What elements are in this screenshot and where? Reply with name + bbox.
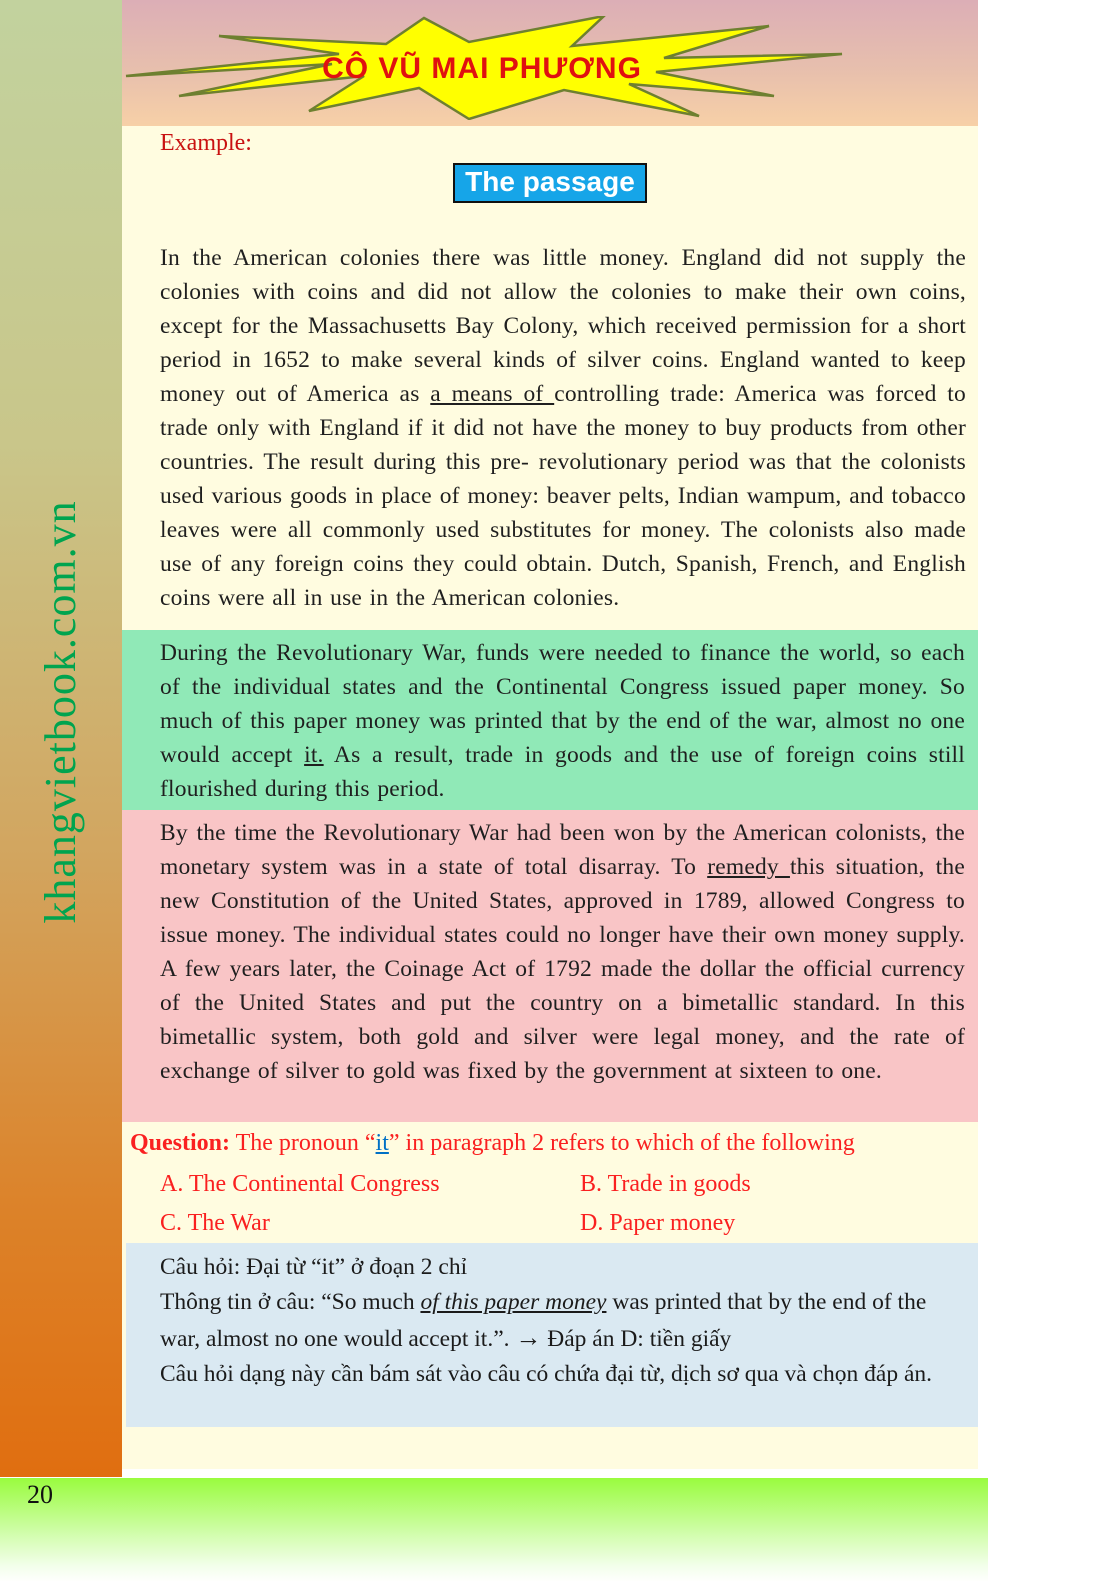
passage-paragraph-2	[122, 630, 978, 806]
question-pronoun-it: it	[375, 1130, 389, 1156]
passage-title-row	[122, 163, 978, 203]
paragraph-2-text: During the Revolutionary War, funds were needed to finance the world, so each of the individual states and the Continental Congress issued paper money. So much of this paper money was printed that by the end of the war, almost no one would accept	[160, 640, 965, 768]
paragraph-3-text-continued: this situation, the new Constitution of the United States, approved in 1789, allowed Congress to issue money. The individual states could no longer have their own money supply. A few years later, the Coinage Act of 1792 made the dollar the official currency of the United States and put the country on a bimetallic standard. In this bimetallic system, both gold and silver were legal money, and the rate of exchange of silver to gold was fixed by the government at sixteen to one.	[160, 854, 965, 1084]
question-line	[130, 1126, 974, 1160]
paragraph-1-text-continued: controlling trade: America was forced to trade only with England if it did not have the money to buy products from other countries. The result during this pre- revolutionary period was that the colonists used various goods in place of money: beaver pelts, Indian wampum, and tobacco leaves were all commonly used substitutes for money. The colonists also made use of any foreign coins they could obtain. Dutch, Spanish, French, and English coins were all in use in the American colonies.	[160, 380, 966, 611]
underlined-word-it: it.	[304, 742, 324, 768]
explanation-info-text-continued: was printed that by the end of the war, almost no one would accept it.”.	[160, 1289, 927, 1352]
explanation-italic-quote: of this paper money	[420, 1289, 607, 1315]
option-row-2	[160, 1204, 966, 1243]
passage-title: The passage	[453, 163, 647, 203]
paragraph-1-text: In the American colonies there was little money. England did not supply the colonies with coins and did not allow the colonies to make their own coins, except for the Massachusetts Bay Colony, which received permission for a short period in 1652 to make several kinds of silver coins. England wanted to keep money out of America as	[160, 244, 966, 407]
explanation-line-1: Câu hỏi: Đại từ “it” ở đoạn 2 chỉ	[160, 1254, 468, 1280]
page-header	[122, 0, 978, 126]
page-number: 20	[27, 1480, 53, 1509]
left-gradient-strip	[0, 0, 122, 1477]
question-label: Question:	[130, 1130, 231, 1156]
explanation-line-2	[160, 1285, 962, 1357]
question-text-continued: ” in paragraph 2 refers to which of the following	[388, 1130, 855, 1156]
explanation-line-3: Câu hỏi dạng này cần bám sát vào câu có chứa đại từ, dịch sơ qua và chọn đáp án.	[160, 1361, 933, 1387]
passage-paragraph-3	[122, 810, 978, 1088]
highlight-green-block	[122, 630, 978, 810]
content-column	[122, 0, 978, 1469]
highlight-pink-block	[122, 810, 978, 1122]
footer-band	[0, 1478, 988, 1581]
option-d: D. Paper money	[580, 1210, 736, 1236]
question-text: The pronoun “	[230, 1130, 376, 1156]
option-b: B. Trade in goods	[580, 1171, 751, 1197]
arrow-icon: →	[515, 1323, 542, 1352]
explanation-info-text: Thông tin ở câu: “So much	[160, 1289, 421, 1315]
paragraph-2-text-continued: As a result, trade in goods and the use of foreign coins still flourished during this period.	[160, 742, 965, 802]
explanation-answer-text: Đáp án D: tiền giấy	[541, 1326, 732, 1352]
passage-paragraph-1	[160, 241, 966, 615]
option-c: C. The War	[160, 1210, 270, 1236]
underlined-phrase-a-means-of: a means of	[430, 380, 555, 407]
answer-options	[160, 1165, 966, 1243]
banner-title: CÔ VŨ MAI PHƯƠNG	[322, 52, 642, 85]
example-label: Example:	[160, 130, 252, 156]
explanation-block	[126, 1243, 978, 1427]
watermark-vertical-text: khangvietbook.com.vn	[36, 500, 85, 924]
underlined-word-remedy: remedy	[707, 854, 790, 880]
option-row-1	[160, 1165, 966, 1204]
paragraph-3-text: By the time the Revolutionary War had been won by the American colonists, the monetary system was in a state of total disarray. To	[160, 820, 965, 880]
option-a: A. The Continental Congress	[160, 1171, 440, 1197]
